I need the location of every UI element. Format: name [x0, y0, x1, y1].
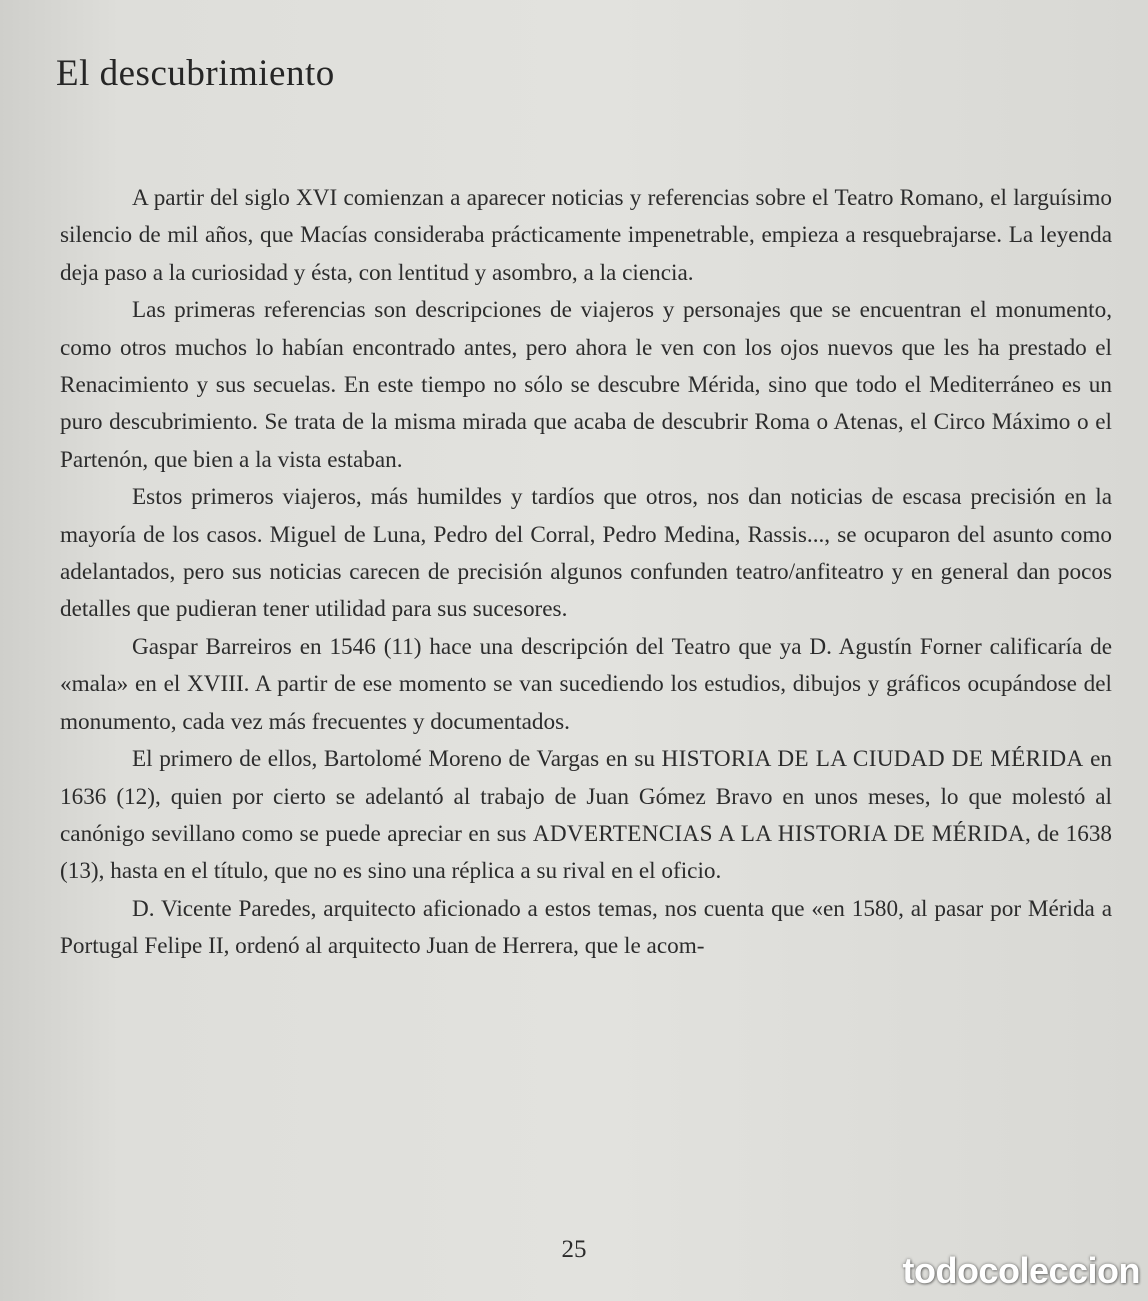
body-text	[60, 180, 1112, 966]
paragraph: D. Vicente Paredes, arquitecto aficionado a estos temas, nos cuenta que «en 1580, al pasar por Mérida a Portugal Felipe II, ordenó al arquitecto Juan de Herrera, que le acom-	[60, 895, 1112, 960]
book-title-reference: HISTORIA DE LA CIUDAD DE MÉRIDA	[661, 746, 1084, 773]
paragraph-text: El primero de ellos, Bartolomé Moreno de Vargas en su	[132, 746, 662, 773]
chapter-title: El descubrimiento	[56, 53, 335, 94]
paragraph: Gaspar Barreiros en 1546 (11) hace una descripción del Teatro que ya D. Agustín Forner calificaría de «mala» en el XVIII. A partir de ese momento se van sucediendo los estudios, dibujos y gráficos ocupándose del monumento, cada vez más frecuentes y documentados.	[60, 633, 1112, 735]
paragraph: Estos primeros viajeros, más humildes y tardíos que otros, nos dan noticias de escasa precisión en la mayoría de los casos. Miguel de Luna, Pedro del Corral, Pedro Medina, Rassis..., se ocuparon del asunto como adelantados, pero sus noticias carecen de precisión algunos confunden teatro/anfiteatro y en general dan pocos detalles que pudieran tener utilidad para sus sucesores.	[60, 484, 1112, 623]
book-title-reference: ADVERTENCIAS A LA HISTORIA DE MÉRIDA	[532, 820, 1026, 847]
paragraph: A partir del siglo XVI comienzan a aparecer noticias y referencias sobre el Teatro Romano, el larguísimo silencio de mil años, que Macías consideraba prácticamente impenetrable, empieza a resquebrajarse. La leyenda deja paso a la curiosidad y ésta, con lentitud y asombro, a la ciencia.	[60, 185, 1112, 286]
watermark-logo: todocoleccion	[902, 1250, 1140, 1291]
paragraph-text: en 1636 (12), quien por cierto se adelantó al trabajo de Juan Gómez Bravo en unos meses, lo que molestó al canónigo sevillano como se puede apreciar en sus	[60, 746, 1112, 847]
paragraph	[60, 741, 1112, 891]
page-number: 25	[561, 1236, 587, 1263]
paragraph: Las primeras referencias son descripciones de viajeros y personajes que se encuentran el monumento, como otros muchos lo habían encontrado antes, pero ahora le ven con los ojos nuevos que les ha prestado el Renacimiento y sus secuelas. En este tiempo no sólo se descubre Mérida, sino que todo el Mediterráneo es un puro descubrimiento. Se trata de la misma mirada que acaba de descubrir Roma o Atenas, el Circo Máximo o el Partenón, que bien a la vista estaban.	[60, 297, 1112, 473]
paragraph-text: , de 1638 (13), hasta en el título, que no es sino una réplica a su rival en el oficio.	[60, 820, 1113, 885]
